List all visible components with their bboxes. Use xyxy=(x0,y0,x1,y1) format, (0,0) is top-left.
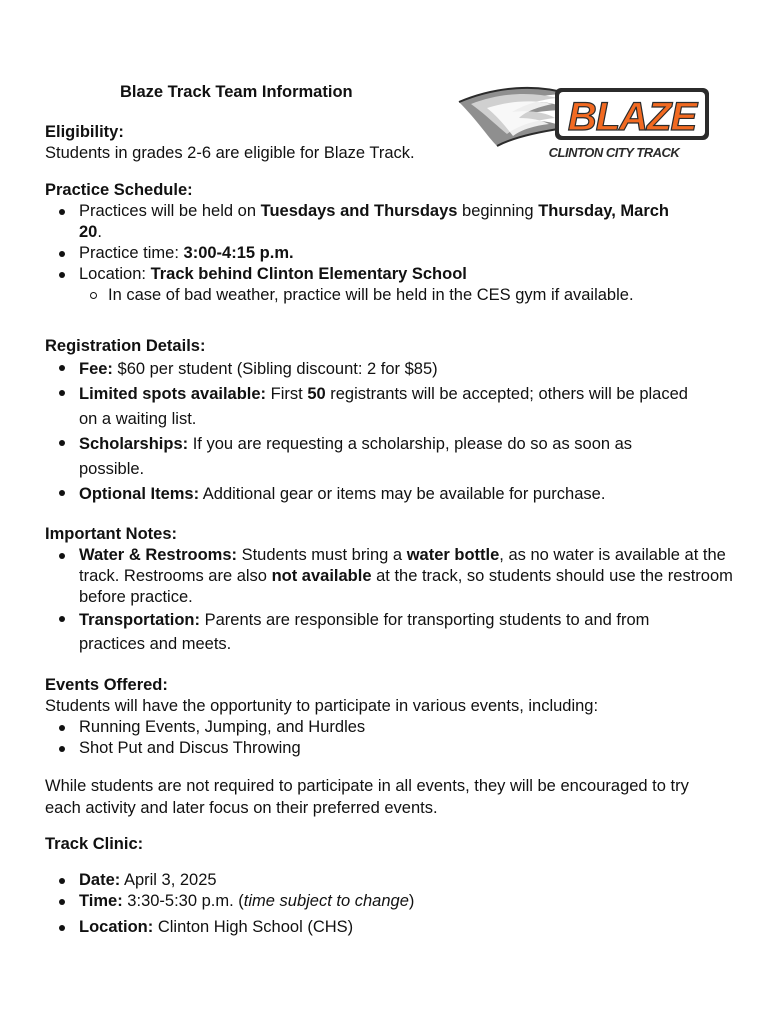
clinic-section xyxy=(45,870,735,938)
practice-location-label: Location: xyxy=(79,265,151,283)
clinic-list xyxy=(45,870,735,938)
practice-list xyxy=(45,201,735,306)
water-text-post: at the track, so students should use the restroom before practice. xyxy=(79,567,733,606)
water-text-pre: Students must bring a xyxy=(237,546,407,564)
document-title: Blaze Track Team Information xyxy=(120,83,353,101)
list-item xyxy=(45,432,735,482)
registration-list xyxy=(45,357,735,507)
scholarships-text: If you are requesting a scholarship, please do so as soon as possible. xyxy=(79,435,633,478)
list-item xyxy=(45,243,735,264)
logo-subtitle: CLINTON CITY TRACK xyxy=(548,145,680,160)
eligibility-text: Students in grades 2-6 are eligible for Blaze Track. xyxy=(45,144,415,162)
practice-start-date: Thursday, March 20 xyxy=(79,202,669,241)
list-item xyxy=(45,201,735,243)
clinic-heading xyxy=(45,834,735,855)
clinic-date: April 3, 2025 xyxy=(120,871,217,889)
spots-label: Limited spots available: xyxy=(79,385,267,403)
practice-days-end: . xyxy=(97,223,102,241)
clinic-location-label: Location: xyxy=(79,918,154,936)
fee-label: Fee: xyxy=(79,360,113,378)
clinic-time-label: Time: xyxy=(79,892,123,910)
events-closing: While students are not required to participate in all events, they will be encouraged to try each activity and later focus on their preferred events. xyxy=(45,777,689,817)
list-item xyxy=(45,264,735,285)
events-section xyxy=(45,675,735,759)
practice-time: 3:00-4:15 p.m. xyxy=(183,244,294,262)
clinic-heading-text: Track Clinic: xyxy=(45,835,144,853)
list-item xyxy=(45,917,735,938)
spots-text-pre: First xyxy=(266,385,308,403)
list-item: Shot Put and Discus Throwing xyxy=(45,738,735,759)
events-heading: Events Offered: xyxy=(45,676,168,694)
transportation-label: Transportation: xyxy=(79,611,201,629)
fee-text: $60 per student (Sibling discount: 2 for $85) xyxy=(112,360,438,378)
scholarships-label: Scholarships: xyxy=(79,435,189,453)
list-item xyxy=(45,608,735,656)
list-item xyxy=(45,891,735,912)
list-item xyxy=(45,357,735,382)
practice-location: Track behind Clinton Elementary School xyxy=(150,265,467,283)
clinic-location: Clinton High School (CHS) xyxy=(153,918,354,936)
notes-heading: Important Notes: xyxy=(45,525,177,543)
sub-list-item: In case of bad weather, practice will be held in the CES gym if available. xyxy=(45,285,735,306)
practice-section xyxy=(45,180,735,306)
optional-items-label: Optional Items: xyxy=(79,485,200,503)
water-text-mid: , as no water is available at the track. Restrooms are also xyxy=(79,546,726,585)
water-label: Water & Restrooms: xyxy=(79,546,237,564)
list-item: Running Events, Jumping, and Hurdles xyxy=(45,717,735,738)
notes-section xyxy=(45,524,735,656)
eligibility-section xyxy=(45,122,735,164)
list-item xyxy=(45,482,735,507)
clinic-date-label: Date: xyxy=(79,871,121,889)
spots-text-post: registrants will be accepted; others will be placed on a waiting list. xyxy=(79,385,688,428)
spots-count: 50 xyxy=(307,385,326,403)
practice-time-label: Practice time: xyxy=(79,244,184,262)
clinic-time: 3:30-5:30 p.m. ( xyxy=(122,892,244,910)
list-item xyxy=(45,870,735,891)
practice-days-mid: beginning xyxy=(457,202,539,220)
eligibility-heading: Eligibility: xyxy=(45,123,124,141)
practice-heading: Practice Schedule: xyxy=(45,181,193,199)
list-item xyxy=(45,382,735,432)
practice-days: Tuesdays and Thursdays xyxy=(260,202,458,220)
optional-items-text: Additional gear or items may be available for purchase. xyxy=(199,485,606,503)
restrooms-not-available: not available xyxy=(271,567,372,585)
water-bottle: water bottle xyxy=(406,546,500,564)
events-intro: Students will have the opportunity to participate in various events, including: xyxy=(45,697,599,715)
logo-wordmark: BLAZE xyxy=(567,95,697,139)
registration-section xyxy=(45,336,735,507)
list-item xyxy=(45,545,735,608)
transportation-text: Parents are responsible for transporting students to and from practices and meets. xyxy=(79,611,650,653)
practice-days-text: Practices will be held on xyxy=(79,202,261,220)
registration-heading: Registration Details: xyxy=(45,337,206,355)
clinic-time-close: ) xyxy=(408,892,415,910)
clinic-time-note: time subject to change xyxy=(243,892,409,910)
notes-list xyxy=(45,545,735,656)
events-list xyxy=(45,717,735,759)
